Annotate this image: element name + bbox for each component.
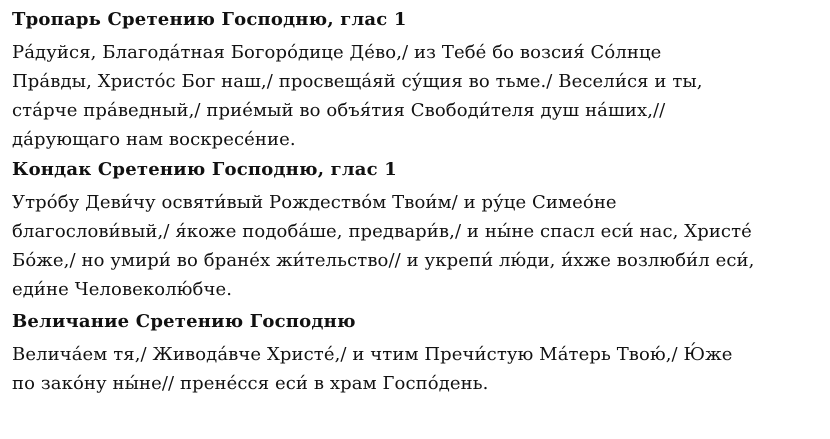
kontakion-text (12, 188, 820, 304)
troparion-text (12, 38, 820, 154)
text-line: Утро́бу Деви́чу освяти́вый Рождество́м Твои́м/ и ру́це Симео́не (12, 192, 617, 213)
kontakion-heading: Кондак Сретению Господню, глас 1 (12, 159, 397, 180)
kontakion-section (12, 156, 820, 304)
magnification-heading: Величание Сретению Господню (12, 311, 356, 332)
text-line: да́рующаго нам воскресе́ние. (12, 129, 296, 150)
text-line: Пра́вды, Христо́с Бог наш,/ просвеща́яй су́щия во тьме./ Весели́ся и ты, (12, 71, 703, 92)
text-line: Велича́ем тя,/ Живода́вче Христе́,/ и чтим Пречи́стую Ма́терь Твою́,/ Ю́же (12, 344, 733, 365)
troparion-heading: Тропарь Сретению Господню, глас 1 (12, 9, 407, 30)
text-line: по зако́ну ны́не// прене́сся еси́ в храм Госпо́день. (12, 373, 489, 394)
text-line: ста́рче пра́ведный,/ прие́мый во объя́тия Свободи́теля душ на́ших,// (12, 100, 666, 121)
magnification-text (12, 340, 820, 398)
troparion-section (12, 6, 820, 154)
text-line: еди́не Человеколю́бче. (12, 279, 233, 300)
text-line: благослови́вый,/ я́коже подоба́ше, предвари́в,/ и ны́не спасл еси́ нас, Христе́ (12, 221, 752, 242)
magnification-section (12, 308, 820, 398)
text-line: Ра́дуйся, Благода́тная Богоро́дице Де́во,/ из Тебе́ бо возсия́ Со́лнце (12, 42, 662, 63)
text-line: Бо́же,/ но умири́ во бране́х жи́тельство// и укрепи́ лю́ди, и́хже возлюби́л еси́, (12, 250, 755, 271)
